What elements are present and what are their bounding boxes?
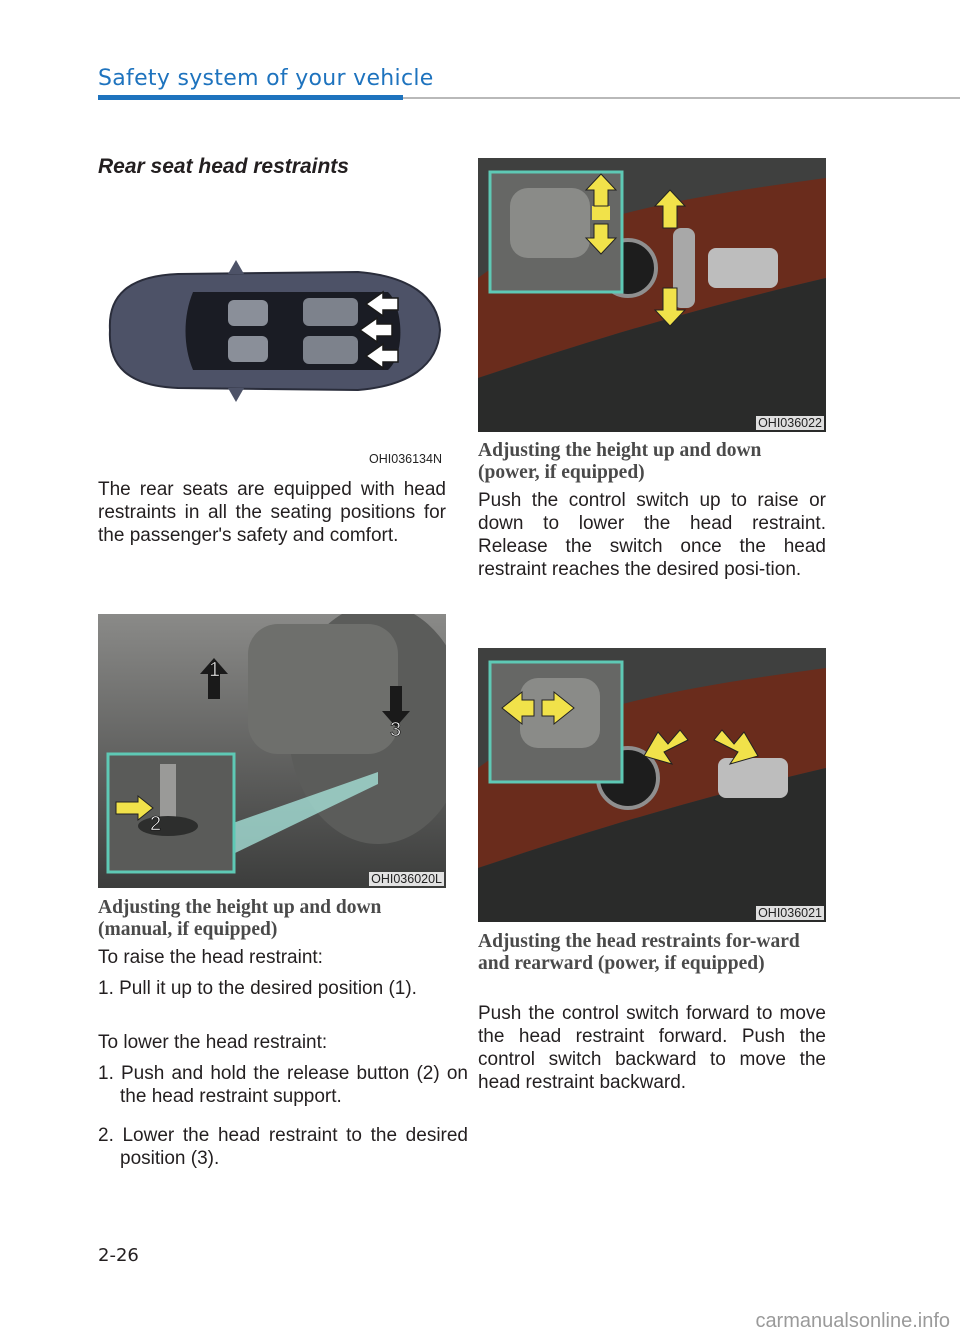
- figure-code: OHI036022: [758, 416, 822, 430]
- raise-step-1: 1. Pull it up to the desired position (1).: [98, 978, 417, 999]
- raise-title: To raise the head restraint:: [98, 947, 323, 968]
- power-height-figure: [478, 158, 826, 432]
- intro-paragraph: The rear seats are equipped with head restraints in all the seating positions for the passenger's safety and comfort.: [98, 479, 446, 546]
- callout-3: 3: [390, 719, 402, 741]
- figure-code: OHI036134N: [369, 452, 442, 466]
- page-number: 2-26: [98, 1245, 139, 1266]
- car-top-view-figure: [98, 196, 446, 468]
- power-height-text: Push the control switch up to raise or down to lower the head restraint. Release the switch once the head restraint reaches the desired posi-tion.: [478, 490, 826, 580]
- figure-code: OHI036020L: [371, 872, 442, 886]
- manual-restraint-figure: [98, 614, 446, 888]
- running-header: Safety system of your vehicle: [98, 66, 434, 91]
- manual-heading: Adjusting the height up and down (manual, if equipped): [98, 897, 382, 940]
- callout-1: 1: [209, 659, 221, 681]
- lower-step-2: 2. Lower the head restraint to the desired position (3).: [98, 1125, 468, 1169]
- section-title: Rear seat head restraints: [98, 155, 349, 178]
- header-rule: [403, 97, 960, 99]
- lower-step-1: 1. Push and hold the release button (2) on the head restraint support.: [98, 1063, 468, 1107]
- header-rule-accent: [98, 95, 403, 100]
- power-forward-figure: [478, 648, 826, 922]
- power-height-heading: Adjusting the height up and down (power, if equipped): [478, 440, 762, 483]
- callout-2: 2: [150, 813, 162, 835]
- watermark: carmanualsonline.info: [755, 1310, 950, 1332]
- lower-title: To lower the head restraint:: [98, 1032, 328, 1053]
- figure-code: OHI036021: [758, 906, 822, 920]
- power-forward-text: Push the control switch forward to move the head restraint forward. Push the control switch backward to move the head restraint backward.: [478, 1003, 826, 1093]
- power-forward-heading: Adjusting the head restraints for-ward and rearward (power, if equipped): [478, 931, 800, 974]
